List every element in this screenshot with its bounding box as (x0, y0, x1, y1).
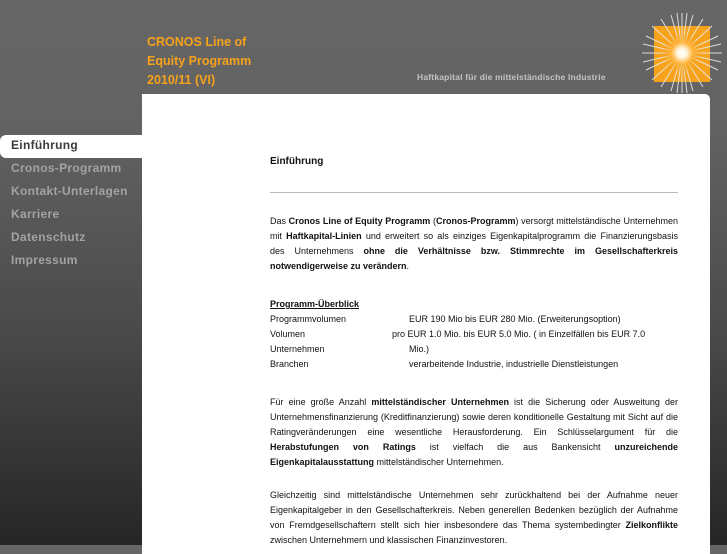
overview-value: pro EUR 1.0 Mio. bis EUR 5.0 Mio. ( in Einzelfällen bis EUR 7.0 (392, 329, 646, 339)
nav-item-karriere[interactable]: Karriere (11, 207, 60, 221)
overview-label: Branchen (270, 359, 309, 369)
bold-text: Cronos-Programm (435, 216, 516, 226)
text: Für eine große Anzahl (270, 397, 372, 407)
text: ) versorgt mittelständische Unternehmen mit (270, 216, 678, 241)
bold-text: unzureichende Eigenkapitalausstattung (270, 442, 678, 467)
main-content (270, 155, 678, 548)
paragraph-conflicts (270, 488, 678, 548)
bold-text: ohne die Verhältnisse bzw. Stimmrechte im Gesellschafterkreis notwendigerweise zu verändern (270, 246, 678, 271)
overview-row (270, 327, 678, 342)
intro-paragraph (270, 214, 678, 274)
overview-value: verarbeitende Industrie, industrielle Dienstleistungen (409, 359, 619, 369)
nav-item-cronos-programm[interactable]: Cronos-Programm (11, 161, 122, 175)
text: . (406, 261, 410, 271)
overview-title: Programm-Überblick (270, 299, 360, 309)
text: Das (270, 216, 289, 226)
text: und erweitert so als einziges Eigenkapitalprogramm die Finanzierungsbasis des Unternehmens (270, 231, 678, 256)
main-navigation (0, 135, 142, 273)
bold-text: Haftkapital-Linien (286, 231, 362, 241)
sunburst-logo-icon (640, 10, 727, 95)
bold-text: Herabstufungen von Ratings (270, 442, 416, 452)
overview-label: Programmvolumen (270, 314, 347, 324)
page-title: Einführung (270, 156, 324, 167)
text: mittelständischer Unternehmen. (374, 457, 504, 467)
overview-label: Volumen (270, 329, 306, 339)
overview-row (270, 312, 678, 327)
overview-row (270, 357, 678, 372)
site-title-line-3: 2010/11 (VI) (147, 73, 216, 87)
program-overview (270, 297, 678, 372)
text: ist die Sicherung oder Ausweitung der Unternehmensfinanzierung (Kreditfinanzierung) sowie deren konditionelle Gestaltung mit Sicht auf die Ratingveränderungen eine wesentliche Herausforderung. Ein Schlüsselargument für die (270, 397, 679, 437)
text: Gleichzeitig sind mittelständische Unternehmen sehr zurückhaltend bei der Aufnahme neuer Eigenkapitalgeber in den Gesellschafterkreis. Neben generellen Bedenken bezüglich der Aufnahme von Fremdgesellschaftern stellt sich hier insbesondere das Thema systembedingter (270, 490, 678, 530)
text: ( (430, 216, 436, 226)
overview-row (270, 342, 678, 357)
overview-value: Mio.) (409, 344, 429, 354)
text: ist vielfach die aus Bankensicht (415, 442, 615, 452)
bold-text: Cronos Line of Equity Programm (288, 216, 431, 226)
nav-item-impressum[interactable]: Impressum (11, 253, 78, 267)
site-title (147, 33, 251, 90)
bold-text: mittelständischer Unternehmen (371, 397, 509, 407)
divider (270, 192, 678, 193)
bold-text: Zielkonflikte (625, 520, 678, 530)
tagline: Haftkapital für die mittelständische Industrie (417, 72, 606, 82)
nav-item-einfuehrung[interactable]: Einführung (0, 135, 142, 158)
nav-item-kontakt-unterlagen[interactable]: Kontakt-Unterlagen (11, 184, 128, 198)
site-title-line-2: Equity Programm (147, 54, 252, 68)
site-title-line-1: CRONOS Line of (147, 35, 247, 49)
overview-value: EUR 190 Mio bis EUR 280 Mio. (Erweiterungsoption) (409, 314, 621, 324)
paragraph-financing (270, 395, 678, 470)
nav-item-datenschutz[interactable]: Datenschutz (11, 230, 86, 244)
text: zwischen Unternehmern und klassischen Finanzinvestoren. (270, 535, 508, 545)
overview-label: Unternehmen (270, 344, 325, 354)
